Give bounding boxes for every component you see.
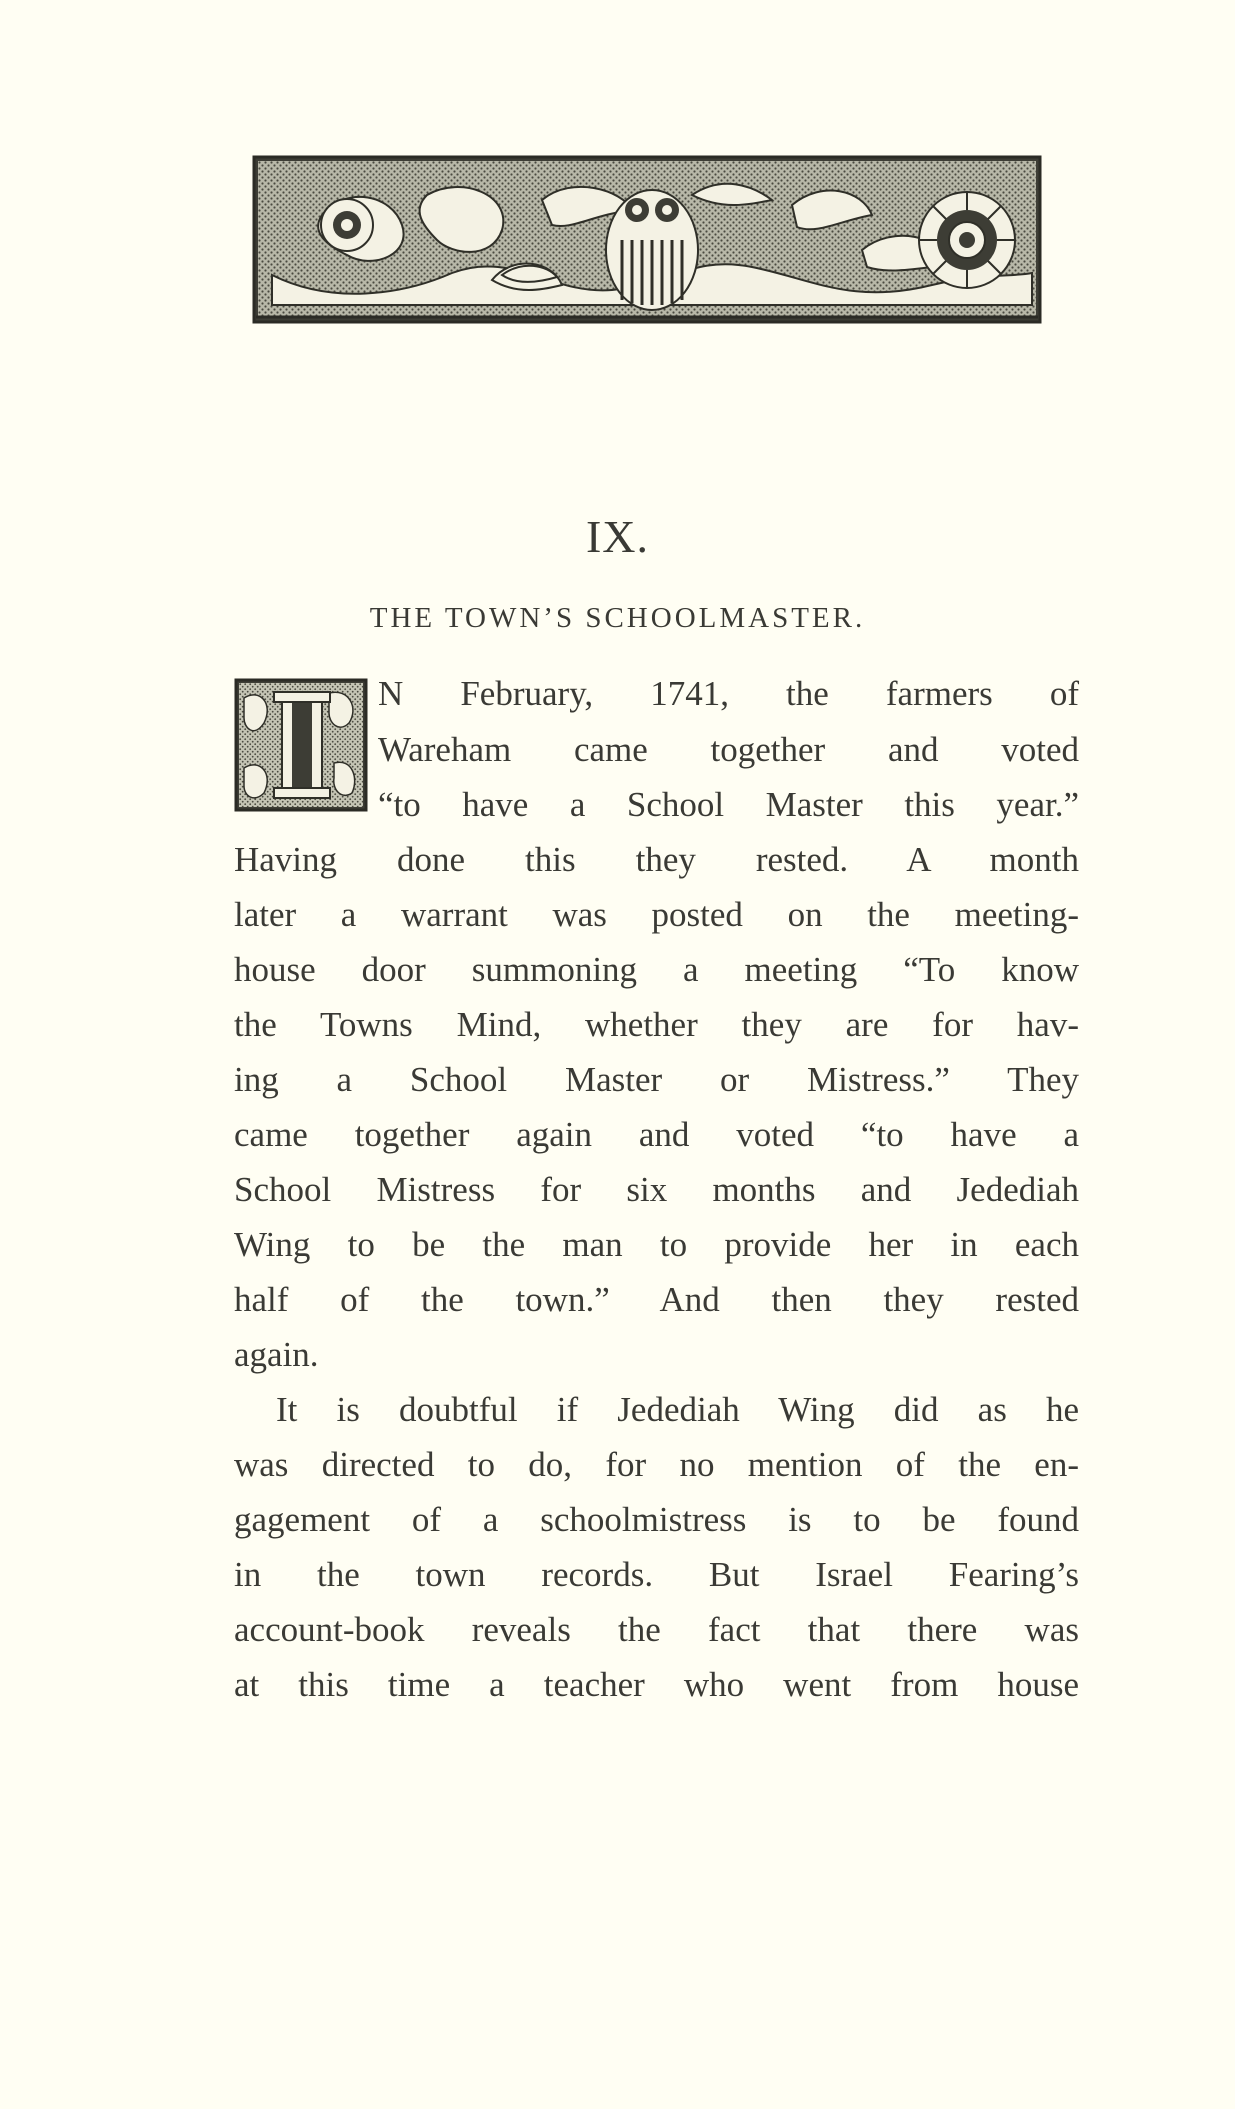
- text-line: School Mistress for six months and Jedediah: [234, 1170, 1079, 1209]
- text-line: at this time a teacher who went from house: [234, 1665, 1079, 1704]
- text-line: Wing to be the man to provide her in each: [234, 1225, 1079, 1264]
- text-line: It is doubtful if Jedediah Wing did as he: [276, 1390, 1079, 1429]
- text-line: came together again and voted “to have a: [234, 1115, 1079, 1154]
- text-line: later a warrant was posted on the meeting-: [234, 895, 1079, 934]
- text-line: ing a School Master or Mistress.” They: [234, 1060, 1079, 1099]
- text-line: house door summoning a meeting “To know: [234, 950, 1079, 989]
- text-line: gagement of a schoolmistress is to be found: [234, 1500, 1079, 1539]
- text-line: “to have a School Master this year.”: [378, 785, 1079, 824]
- text-line: in the town records. But Israel Fearing’s: [234, 1555, 1079, 1594]
- ornamental-initial-icon: [234, 678, 368, 812]
- chapter-number: IX.: [585, 511, 650, 562]
- chapter-title: THE TOWN’S SCHOOLMASTER.: [369, 602, 866, 634]
- ornamental-headpiece-icon: [252, 155, 1042, 324]
- text-line: again.: [234, 1335, 319, 1374]
- text-line: Wareham came together and voted: [378, 730, 1079, 769]
- text-line: the Towns Mind, whether they are for hav-: [234, 1005, 1079, 1044]
- text-line: half of the town.” And then they rested: [234, 1280, 1079, 1319]
- text-line: account-book reveals the fact that there was: [234, 1610, 1079, 1649]
- text-line: was directed to do, for no mention of the en-: [234, 1445, 1079, 1484]
- text-line: Having done this they rested. A month: [234, 840, 1079, 879]
- text-line: N February, 1741, the farmers of: [378, 674, 1079, 713]
